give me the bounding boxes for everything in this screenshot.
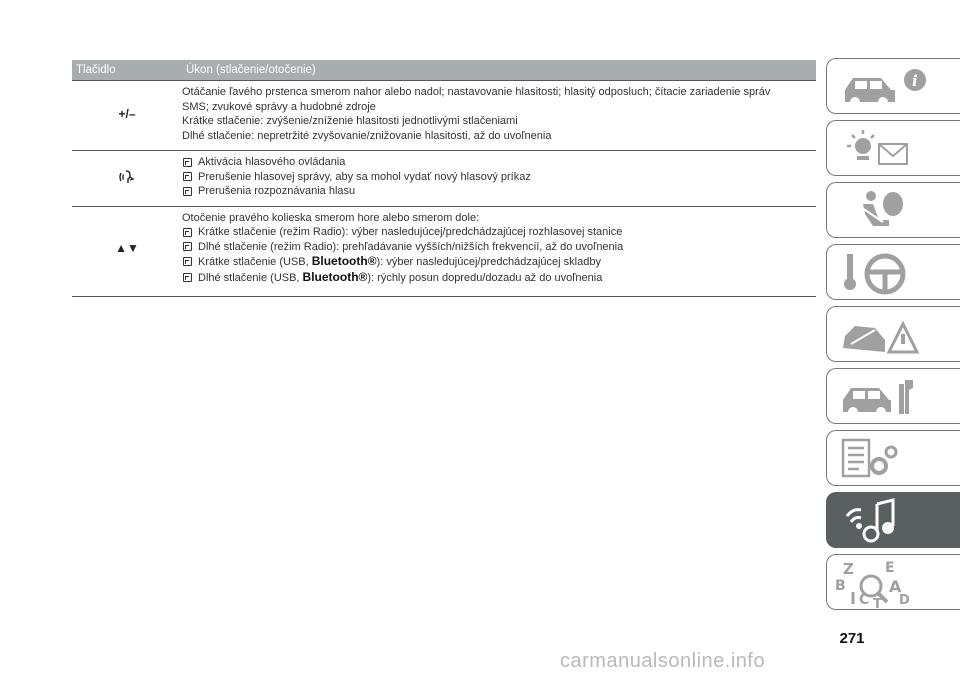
svg-text:E: E [885,560,895,576]
short-press-icon [182,187,193,196]
header-action-col: Úkon (stlačenie/otočenie) [186,64,316,76]
tab-technical-data[interactable] [826,430,960,486]
svg-text:B: B [835,578,846,594]
warning-lights-icon [833,124,953,174]
table-row [72,207,816,293]
controls-table [72,60,816,292]
action-line: Dlhé stlačenie: nepretržité zvyšovanie/znižovanie hlasitosti, až do uvoľnenia [182,129,552,142]
safety-airbag-icon [833,186,953,236]
page-number: 271 [839,630,865,647]
long-press-icon [182,273,193,282]
action-line: SMS; zvukové správy a hudobné zdroje [182,100,376,113]
short-press-icon [182,158,193,167]
svg-text:A: A [889,577,902,596]
short-press-icon [182,257,193,266]
tab-starting-driving[interactable] [826,244,960,300]
emergency-icon [833,310,953,360]
car-info-icon [833,62,953,112]
list-item: Dlhé stlačenie (režim Radio): prehľadávanie vyšších/nižších frekvencií, až do uvoľnenia [182,240,816,255]
tab-emergency[interactable] [826,306,960,362]
table-end-divider [72,296,816,297]
tab-maintenance[interactable] [826,368,960,424]
action-line: Krátke stlačenie: zvýšenie/zníženie hlasitosti jednotlivými stlačeniami [182,115,518,127]
short-press-icon [182,228,193,237]
tab-car-info[interactable] [826,58,960,114]
multimedia-icon [833,496,953,546]
table-row [72,80,816,151]
technical-data-icon [833,434,953,484]
action-cell [182,85,816,143]
maintenance-icon [833,372,953,422]
list-item: Aktivácia hlasového ovládania [182,155,816,170]
svg-text:D: D [899,593,910,608]
action-cell [182,211,816,286]
header-button-col: Tlačidlo [76,64,116,76]
list-item: Prerušenie hlasovej správy, aby sa mohol vydať nový hlasový príkaz [182,170,816,185]
watermark: carmanualsonline.info [560,650,766,672]
starting-driving-icon [833,248,953,298]
tab-multimedia[interactable] [826,492,960,548]
tab-safety[interactable] [826,182,960,238]
action-intro: Otočenie pravého kolieska smerom hore alebo smerom dole: [182,211,480,224]
button-cell [72,155,182,199]
table-header [72,60,816,80]
svg-text:T: T [873,597,882,608]
svg-text:i: i [912,72,918,90]
voice-command-icon [118,169,136,185]
svg-text:C: C [859,592,870,608]
button-cell: +/– [118,106,136,121]
list-item: Dlhé stlačenie (USB, Bluetooth®): rýchly posun dopredu/dozadu až do uvoľnenia [182,270,816,286]
tab-warning-lights[interactable] [826,120,960,176]
long-press-icon [182,242,193,251]
table-row [72,151,816,207]
list-item: Krátke stlačenie (režim Radio): výber nasledujúcej/predchádzajúcej rozhlasovej stanice [182,225,816,240]
list-item: Prerušenia rozpoznávania hlasu [182,184,816,199]
button-cell: ▲▼ [115,240,139,255]
short-press-icon [182,172,193,181]
action-cell [182,155,816,199]
list-item: Krátke stlačenie (USB, Bluetooth®): výber nasledujúcej/predchádzajúcej skladby [182,254,816,270]
tab-index[interactable] [826,554,960,610]
action-line: Otáčanie ľavého prstenca smerom nahor alebo nadol; nastavovanie hlasitosti; hlasitý odposluch; čítacie zariadenie správ [182,86,771,98]
svg-text:Z: Z [843,560,854,578]
index-icon [833,558,953,608]
